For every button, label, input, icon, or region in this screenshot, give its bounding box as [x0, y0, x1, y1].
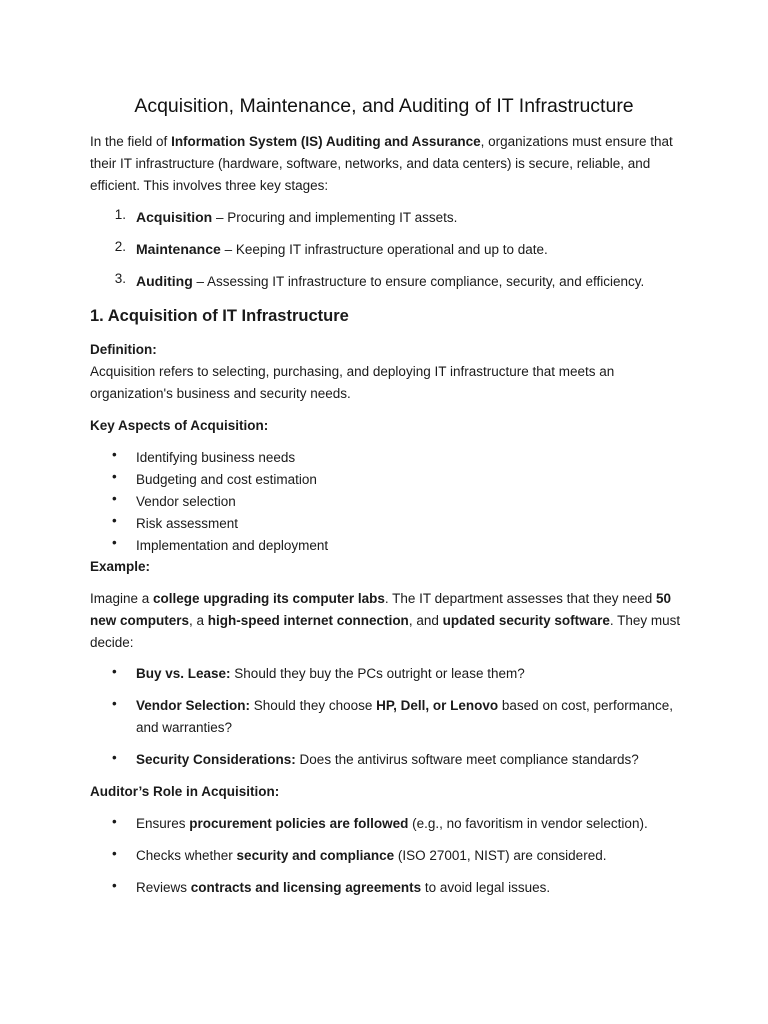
stage-desc: – Procuring and implementing IT assets.: [212, 210, 458, 225]
stage-item: [136, 270, 644, 293]
auditor-emphasis: security and compliance: [236, 848, 395, 863]
auditor-item: [136, 845, 606, 867]
auditor-item: [136, 877, 550, 899]
intro-line-3: efficient. This involves three key stages:: [90, 178, 329, 193]
intro-emphasis: Information System (IS) Auditing and Assurance: [171, 134, 481, 149]
section-heading: 1. Acquisition of IT Infrastructure: [90, 307, 349, 325]
bullet-icon: •: [112, 447, 117, 462]
decision-term: Vendor Selection:: [136, 698, 251, 713]
example-text: , and: [408, 613, 443, 628]
bullet-icon: •: [112, 491, 117, 506]
list-item: Implementation and deployment: [136, 538, 329, 553]
example-line-2: [90, 610, 680, 632]
decision-text: based on cost, performance,: [498, 698, 674, 713]
decision-item: [136, 749, 639, 771]
auditor-text: Ensures: [136, 816, 190, 831]
example-emphasis: new computers: [90, 613, 190, 628]
stage-term: Auditing: [136, 273, 193, 289]
auditor-role-label: Auditor’s Role in Acquisition:: [90, 784, 280, 799]
decision-term: Security Considerations:: [136, 752, 296, 767]
definition-label: Definition:: [90, 342, 157, 357]
intro-line-2: their IT infrastructure (hardware, software, networks, and data centers) is secure, reliable, and: [90, 156, 651, 171]
auditor-emphasis: contracts and licensing agreements: [190, 880, 422, 895]
auditor-text: Reviews: [136, 880, 191, 895]
stage-desc: – Keeping IT infrastructure operational and up to date.: [220, 242, 548, 257]
stage-number: 1.: [114, 207, 126, 222]
example-text: . The IT department assesses that they need: [384, 591, 657, 606]
decision-text: Should they buy the PCs outright or lease them?: [230, 666, 525, 681]
example-text: , a: [189, 613, 208, 628]
decision-term: Buy vs. Lease:: [136, 666, 231, 681]
decision-item: [136, 695, 673, 717]
example-line-3: decide:: [90, 635, 134, 650]
example-label: Example:: [90, 559, 151, 574]
stage-desc: – Assessing IT infrastructure to ensure compliance, security, and efficiency.: [192, 274, 645, 289]
auditor-item: [136, 813, 648, 835]
decision-text: Does the antivirus software meet compliance standards?: [295, 752, 639, 767]
list-item: Risk assessment: [136, 516, 239, 531]
bullet-icon: •: [112, 535, 117, 550]
intro-text: In the field of: [90, 134, 172, 149]
intro-line-1: [90, 131, 673, 153]
example-line-1: [90, 588, 671, 610]
list-item: Identifying business needs: [136, 450, 296, 465]
stage-term: Acquisition: [136, 209, 213, 225]
example-text: Imagine a: [90, 591, 154, 606]
example-emphasis: updated security software: [442, 613, 610, 628]
decision-item-continued: and warranties?: [136, 720, 233, 735]
key-aspects-label: Key Aspects of Acquisition:: [90, 418, 269, 433]
stage-item: [136, 206, 457, 229]
document-title: Acquisition, Maintenance, and Auditing of IT Infrastructure: [134, 95, 634, 117]
auditor-emphasis: procurement policies are followed: [189, 816, 409, 831]
list-item: Vendor selection: [136, 494, 236, 509]
bullet-icon: •: [112, 513, 117, 528]
example-emphasis: high-speed internet connection: [207, 613, 409, 628]
stage-item: [136, 238, 548, 261]
example-text: . They must: [609, 613, 681, 628]
bullet-icon: •: [112, 814, 117, 829]
decision-text: Should they choose: [250, 698, 377, 713]
stage-term: Maintenance: [136, 241, 221, 257]
bullet-icon: •: [112, 846, 117, 861]
example-emphasis: 50: [656, 591, 672, 606]
auditor-text: to avoid legal issues.: [421, 880, 551, 895]
stage-number: 2.: [114, 239, 126, 254]
bullet-icon: •: [112, 664, 117, 679]
bullet-icon: •: [112, 878, 117, 893]
bullet-icon: •: [112, 750, 117, 765]
example-emphasis: college upgrading its computer labs: [153, 591, 385, 606]
auditor-text: (e.g., no favoritism in vendor selection).: [408, 816, 648, 831]
stage-number: 3.: [114, 271, 126, 286]
auditor-text: Checks whether: [136, 848, 237, 863]
bullet-icon: •: [112, 696, 117, 711]
list-item: Budgeting and cost estimation: [136, 472, 317, 487]
decision-emphasis: HP, Dell, or Lenovo: [376, 698, 499, 713]
intro-text: , organizations must ensure that: [480, 134, 673, 149]
definition-line-2: organization's business and security needs.: [90, 386, 351, 401]
definition-line-1: Acquisition refers to selecting, purchasing, and deploying IT infrastructure that meets an: [90, 364, 615, 379]
bullet-icon: •: [112, 469, 117, 484]
decision-item: [136, 663, 525, 685]
auditor-text: (ISO 27001, NIST) are considered.: [394, 848, 607, 863]
